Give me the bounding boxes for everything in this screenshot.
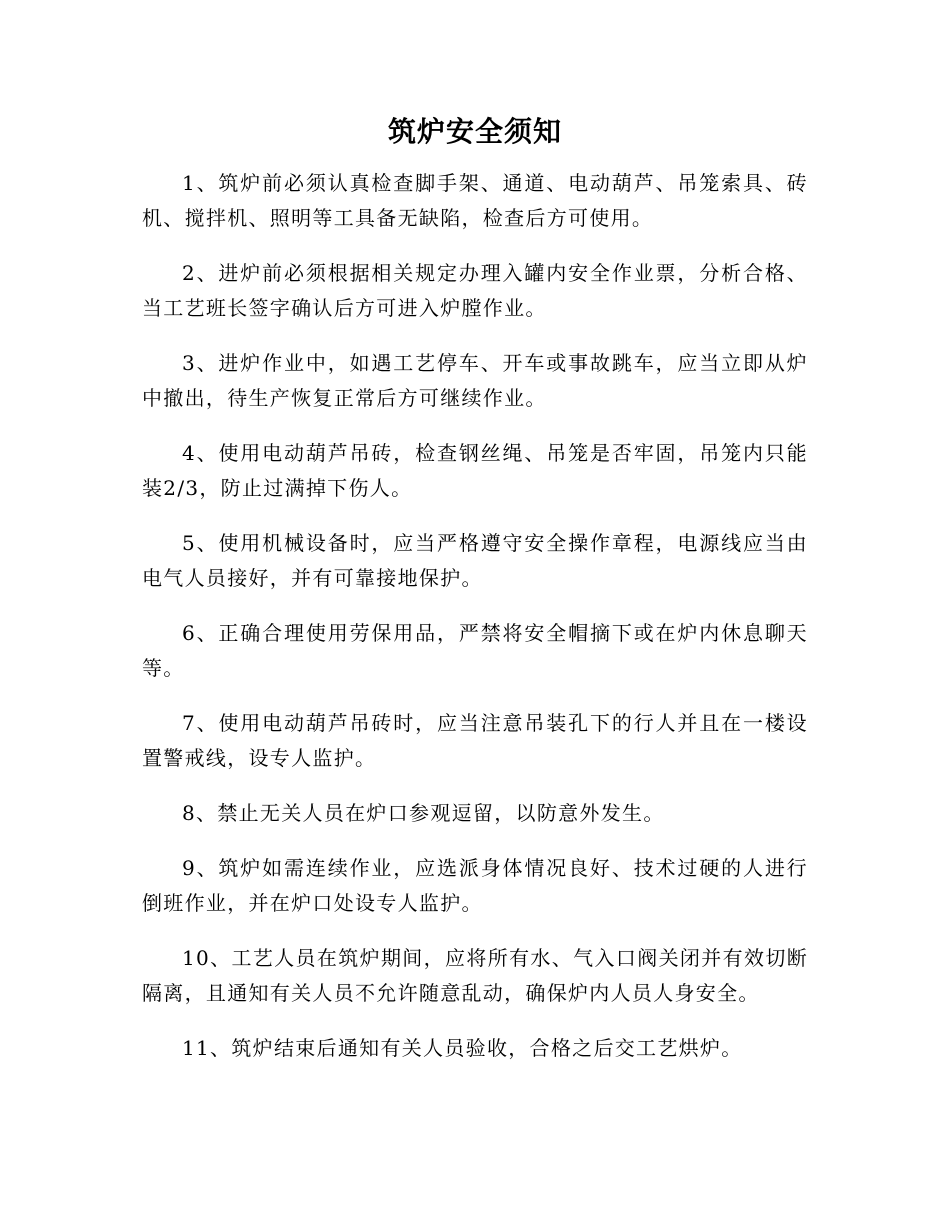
page-title: 筑炉安全须知 [387,115,562,148]
document-body [142,112,808,1086]
rule-item-5: 5、使用机械设备时，应当严格遵守安全操作章程，电源线应当由电气人员接好，并有可靠接地保护。 [142,531,808,590]
rule-item-7: 7、使用电动葫芦吊砖时，应当注意吊装孔下的行人并且在一楼设置警戒线，设专人监护。 [142,711,808,770]
rule-item-6: 6、正确合理使用劳保用品，严禁将安全帽摘下或在炉内休息聊天等。 [142,621,808,680]
rule-item-9: 9、筑炉如需连续作业，应选派身体情况良好、技术过硬的人进行倒班作业，并在炉口处设专人监护。 [142,856,808,915]
rule-item-4: 4、使用电动葫芦吊砖，检查钢丝绳、吊笼是否牢固，吊笼内只能装2/3，防止过满掉下伤人。 [142,441,808,500]
rule-item-8: 8、禁止无关人员在炉口参观逗留，以防意外发生。 [182,801,665,825]
rule-item-1: 1、筑炉前必须认真检查脚手架、通道、电动葫芦、吊笼索具、砖机、搅拌机、照明等工具备无缺陷，检查后方可使用。 [142,171,808,230]
rule-item-3: 3、进炉作业中，如遇工艺停车、开车或事故跳车，应当立即从炉中撤出，待生产恢复正常后方可继续作业。 [142,351,808,410]
rule-item-11: 11、筑炉结束后通知有关人员验收，合格之后交工艺烘炉。 [182,1036,743,1060]
rule-item-2: 2、进炉前必须根据相关规定办理入罐内安全作业票，分析合格、当工艺班长签字确认后方可进入炉膛作业。 [142,261,808,320]
safety-rule-list [142,166,808,1066]
rule-item-10: 10、工艺人员在筑炉期间，应将所有水、气入口阀关闭并有效切断隔离，且通知有关人员不允许随意乱动，确保炉内人员人身安全。 [142,946,808,1005]
